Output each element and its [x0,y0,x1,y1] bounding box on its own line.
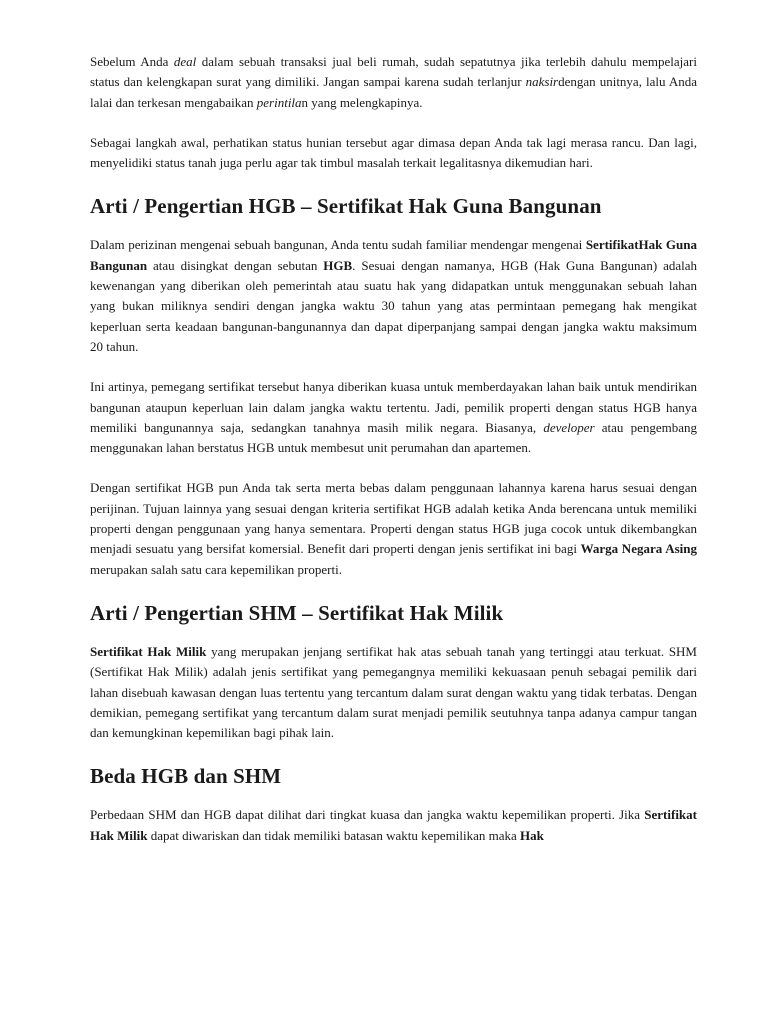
paragraph-intro: Sebelum Anda deal dalam sebuah transaksi jual beli rumah, sudah sepatutnya jika terlebih dahulu mempelajari status dan kelengkapan surat yang dimiliki. Jangan sampai karena sudah terlanjur naksirdengan unitnya, lalu Anda lalai dan terkesan mengabaikan perintilan yang melengkapinya. [90,54,698,110]
paragraph-shm-definition: Sertifikat Hak Milik yang merupakan jenjang sertifikat hak atas sebuah tanah yang tertinggi atau terkuat. SHM (Sertifikat Hak Milik) adalah jenis sertifikat yang pemegangnya memiliki kekuasaan penuh sebagai pemilik dari lahan disebuah kawasan dengan luas tertentu yang tercantum dalam surat dengan waktu yang tidak terbatas. Dengan demikian, pemegang sertifikat yang tercantum dalam surat menjadi pemilik seutuhnya tanpa adanya campur tangan dan kemungkinan kepemilikan bagi pihak lain. [90,643,697,741]
paragraph-hgb-usage: Dengan sertifikat HGB pun Anda tak serta merta bebas dalam penggunaan lahannya karena harus sesuai dengan perijinan. Tujuan lainnya yang sesuai dengan kriteria sertifikat HGB adalah ketika Anda berencana untuk memiliki properti dengan penggunaan yang hanya sementara. Properti dengan status HGB juga cocok untuk dikembangkan menjadi sesuatu yang bersifat komersial. Benefit dari properti dengan jenis sertifikat ini bagi Warga Negara Asing merupakan salah satu cara kepemilikan properti. [90,480,697,577]
heading-hgb: Arti / Pengertian HGB – Sertifikat Hak Guna Bangunan [90,194,602,219]
paragraph-difference: Perbedaan SHM dan HGB dapat dilihat dari tingkat kuasa dan jangka waktu kepemilikan properti. Jika Sertifikat Hak Milik dapat diwariskan dan tidak memiliki batasan waktu kepemilikan maka Hak [90,807,697,843]
heading-shm: Arti / Pengertian SHM – Sertifikat Hak Milik [90,600,504,625]
paragraph-hgb-definition: Dalam perizinan mengenai sebuah bangunan, Anda tentu sudah familiar mendengar mengenai SertifikatHak Guna Bangunan atau disingkat dengan sebutan HGB. Sesuai dengan namanya, HGB (Hak Guna Bangunan) adalah kewenangan yang diberikan oleh pemerintah atau suatu hak yang didapatkan untuk menggunakan sebuah lahan yang bukan miliknya sendiri dengan jangka waktu 30 tahun yang atas permintaan pemegang hak mengikat keperluan serta keadaan bangunan-bangunannya dan dapat diperpanjang sampai dengan jangka waktu maksimum 20 tahun. [90,237,697,354]
heading-difference: Beda HGB dan SHM [90,764,282,789]
paragraph-hgb-meaning: Ini artinya, pemegang sertifikat tersebut hanya diberikan kuasa untuk memberdayakan lahan baik untuk mendirikan bangunan ataupun keperluan lain dalam jangka waktu tertentu. Jadi, pemilik properti dengan status HGB hanya memiliki bangunannya saja, sedangkan tanahnya masih milik negara. Biasanya, developer atau pengembang menggunakan lahan berstatus HGB untuk membesut unit perumahan dan apartemen. [90,379,698,456]
document-body [90,52,697,846]
paragraph-first-step: Sebagai langkah awal, perhatikan status hunian tersebut agar dimasa depan Anda tak lagi merasa rancu. Dan lagi, menyelidiki status tanah juga perlu agar tak timbul masalah terkait legalitasnya dikemudian hari. [90,134,697,171]
